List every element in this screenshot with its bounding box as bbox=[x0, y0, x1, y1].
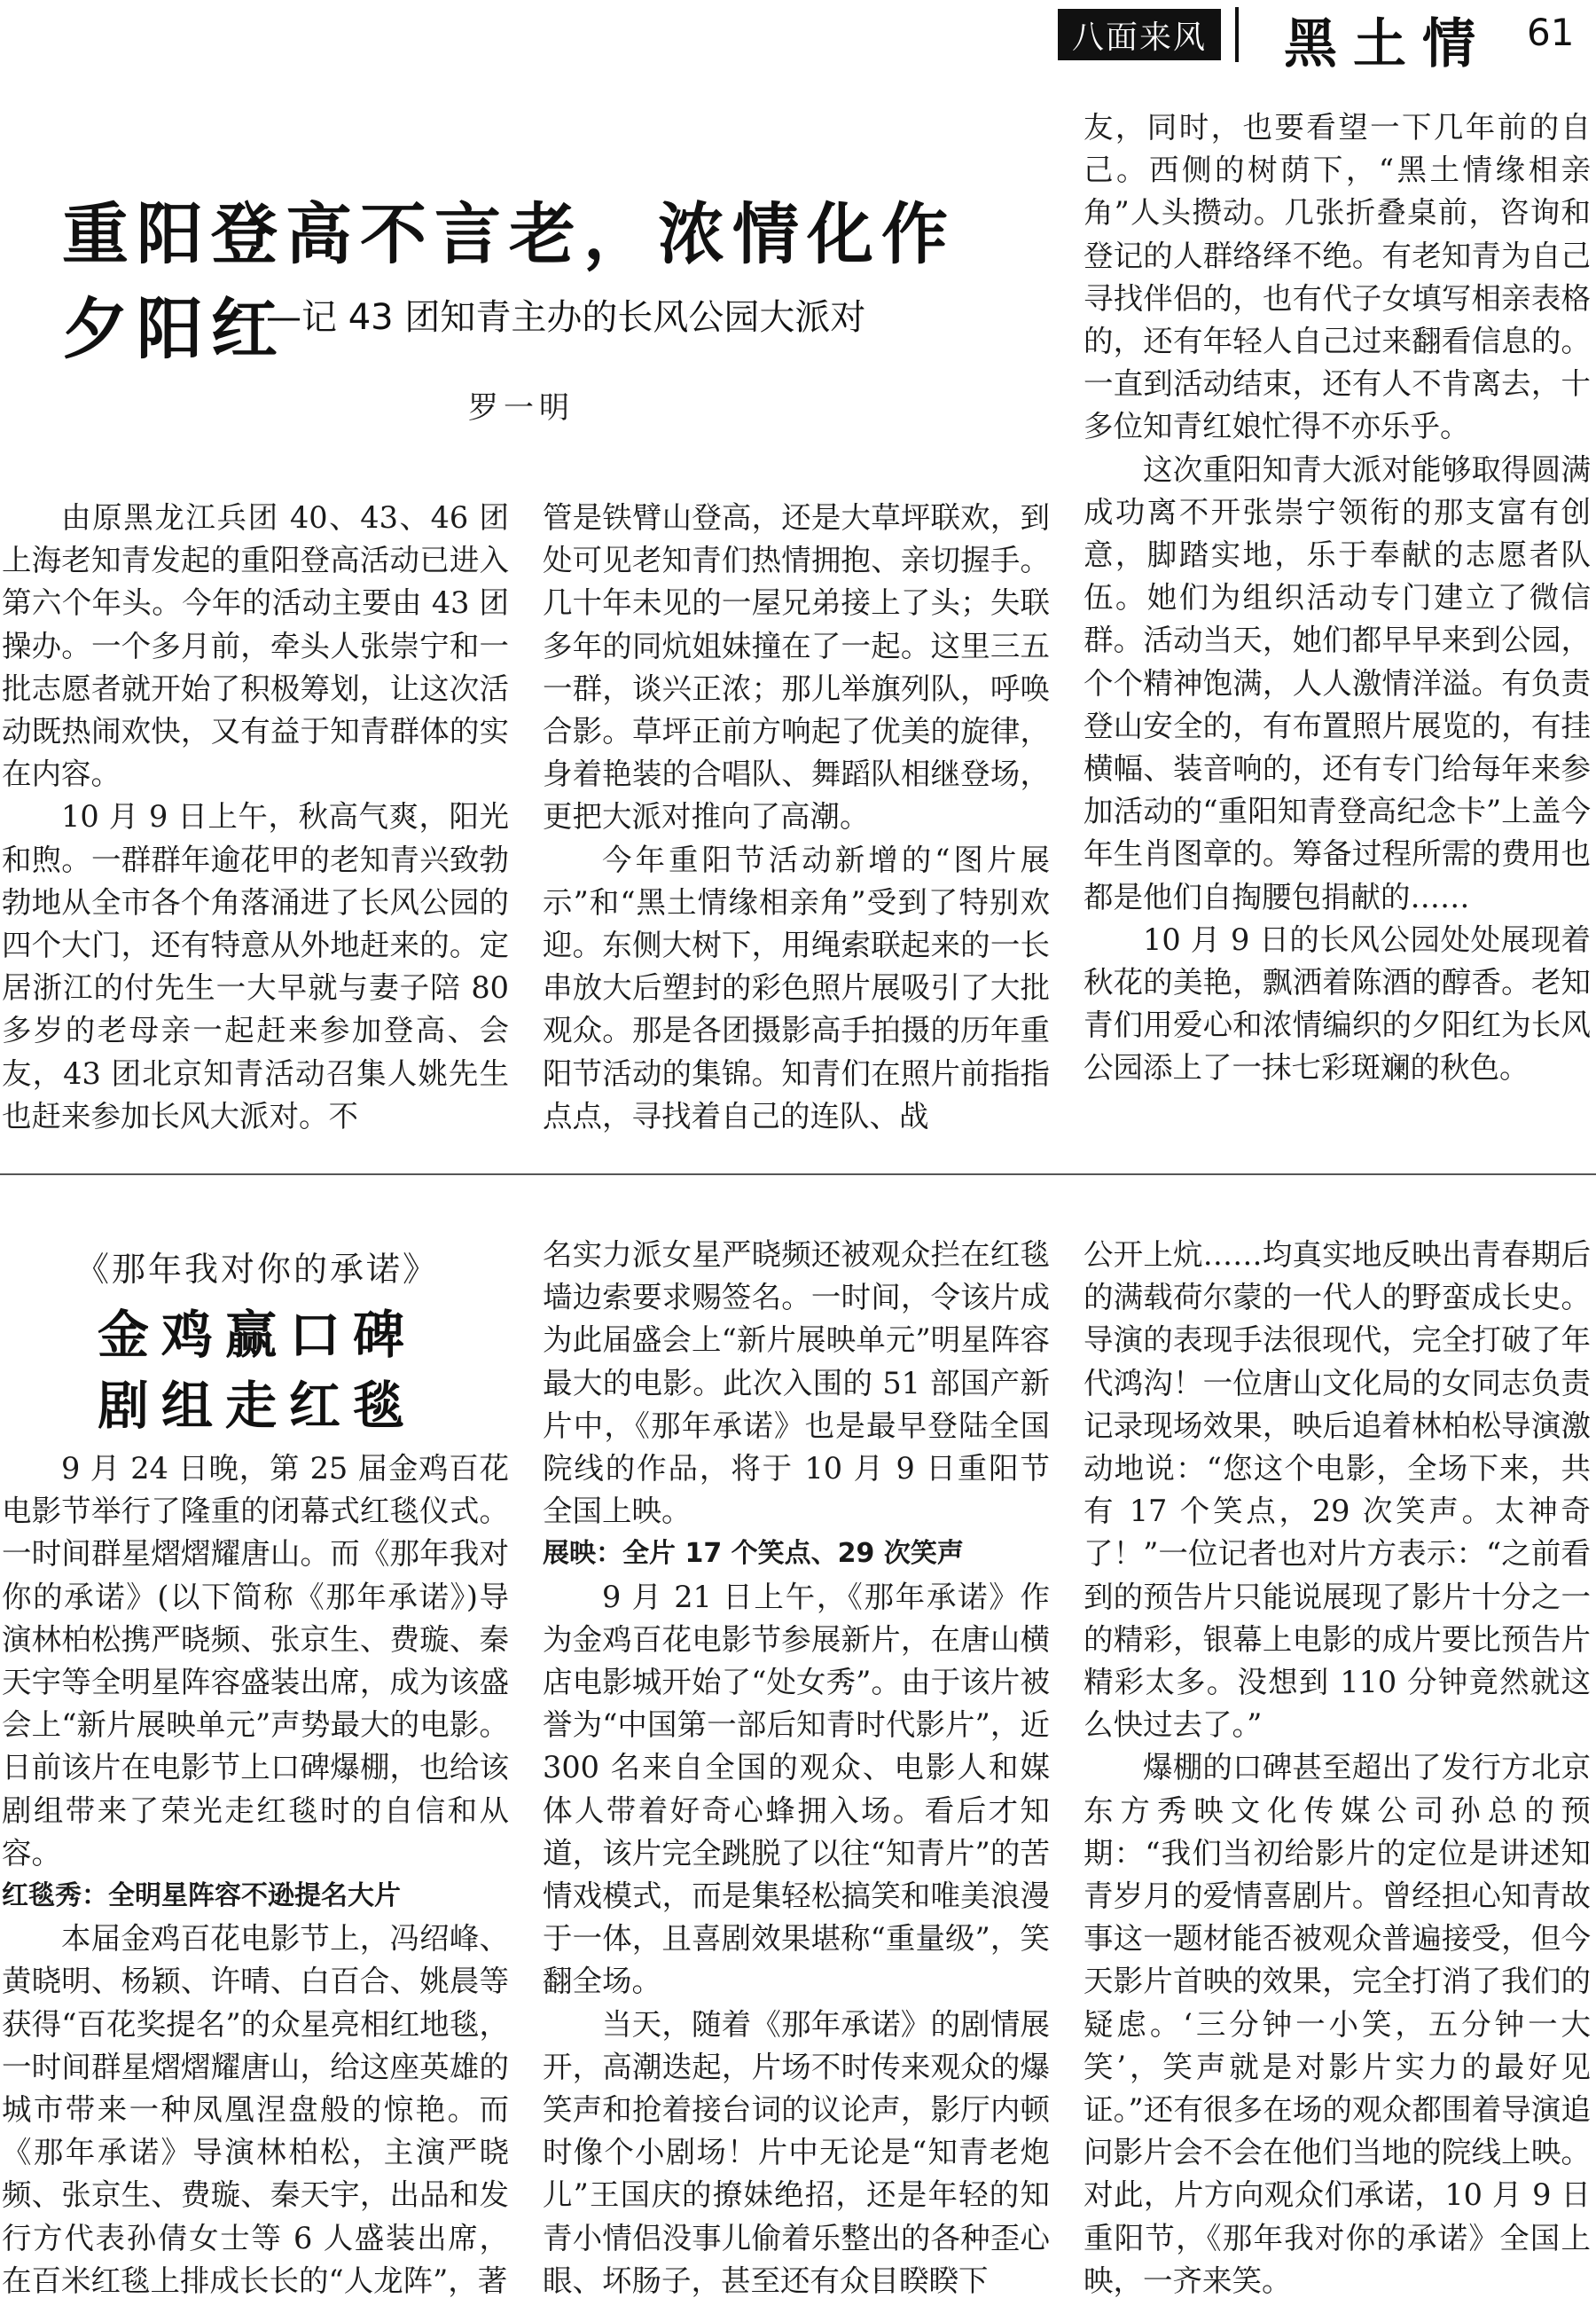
magazine-brand: 黑土情 bbox=[1284, 13, 1491, 75]
article2-series-title: 《那年我对你的承诺》 bbox=[74, 1250, 439, 1289]
paragraph: 由原黑龙江兵团 40、43、46 团上海老知青发起的重阳登高活动已进入第六个年头。今年的活动主要由 43 团操办。一个多月前，牵头人张崇宁和一批志愿者就开始了积极筹划，让这次活动既热闹欢快，又有益于知青群体的实在内容。 bbox=[2, 500, 509, 792]
paragraph: 9 月 21 日上午，《那年承诺》作为金鸡百花电影节参展新片，在唐山横店电影城开始了“处女秀”。由于该片被誉为“中国第一部后知青时代影片”，近 300 名来自全国的观众、电影人和媒体人带着好奇心蜂拥入场。看后才知道，该片完全跳脱了以往“知青片”的苦情戏模式，而是集轻松搞笑和唯美浪漫于一体，且喜剧效果堪称“重量级”，笑翻全场。 bbox=[543, 1579, 1050, 1999]
article1-column-3 bbox=[1084, 106, 1591, 1149]
paragraph: 本届金鸡百花电影节上，冯绍峰、黄晓明、杨颖、许晴、白百合、姚晨等获得“百花奖提名”的众星亮相红地毯，一时间群星熠熠耀唐山，给这座英雄的城市带来一种凤凰涅盘般的惊艳。而《那年承诺》导演林柏松，主演严晓频、张京生、费璇、秦天宇，出品和发行方代表孙倩女士等 6 人盛装出席，在百米红毯上排成长长的“人龙阵”，著 bbox=[2, 1921, 509, 2298]
paragraph: 9 月 24 日晚，第 25 届金鸡百花电影节举行了隆重的闭幕式红毯仪式。一时间群星熠熠耀唐山。而《那年我对你的承诺》(以下简称《那年承诺》)导演林柏松携严晓频、张京生、费璇、秦天宇等全明星阵容盛装出席，成为该盛会上“新片展映单元”声势最大的电影。日前该片在电影节上口碑爆棚，也给该剧组带来了荣光走红毯时的自信和从容。 bbox=[2, 1451, 509, 1871]
paragraph: 公开上炕……均真实地反映出青春期后的满载荷尔蒙的一代人的野蛮成长史。导演的表现手法很现代，完全打破了年代鸿沟！一位唐山文化局的女同志负责记录现场效果，映后追着林柏松导演激动地说：“您这个电影，全场下来，共有 17 个笑点，29 次笑声。太神奇了！”一位记者也对片方表示：“之前看到的预告片只能说展现了影片十分之一的精彩，银幕上电影的成片要比预告片精彩太多。没想到 110 分钟竟然就这么快过去了。” bbox=[1084, 1237, 1591, 1743]
paragraph: 10 月 9 日上午，秋高气爽，阳光和煦。一群群年逾花甲的老知青兴致勃勃地从全市各个角落涌进了长风公园的四个大门，还有特意从外地赶来的。定居浙江的付先生一大早就与妻子陪 80 多岁的老母亲一起赶来参加登高、会友，43 团北京知青活动召集人姚先生也赶来参加长风大派对。不 bbox=[2, 799, 509, 1133]
paragraph: 友，同时，也要看望一下几年前的自己。西侧的树荫下，“黑土情缘相亲角”人头攒动。几张折叠桌前，咨询和登记的人群络绎不绝。有老知青为自己寻找伴侣的，也有代子女填写相亲表格的，还有年轻人自己过来翻看信息的。一直到活动结束，还有人不肯离去，十多位知青红娘忙得不亦乐乎。 bbox=[1084, 110, 1591, 444]
subheading: 红毯秀：全明星阵容不逊提名大片 bbox=[2, 1880, 401, 1912]
article1-author: 罗一明 bbox=[468, 390, 575, 426]
section-tag: 八面来风 bbox=[1058, 9, 1221, 60]
article2-title-line-2: 剧组走红毯 bbox=[97, 1376, 417, 1436]
paragraph: 名实力派女星严晓频还被观众拦在红毯墙边索要求赐签名。一时间，令该片成为此届盛会上“新片展映单元”明星阵容最大的电影。此次入围的 51 部国产新片中，《那年承诺》也是最早登陆全国院线的作品，将于 10 月 9 日重阳节全国上映。 bbox=[543, 1237, 1050, 1529]
header-divider bbox=[1235, 7, 1239, 62]
paragraph: 当天，随着《那年承诺》的剧情展开，高潮迭起，片场不时传来观众的爆笑声和抢着接台词的议论声，影厅内顿时像个小剧场！片中无论是“知青老炮儿”王国庆的撩妹绝招，还是年轻的知青小情侣没事儿偷着乐整出的各种歪心眼、坏肠子，甚至还有众目睽睽下 bbox=[543, 2006, 1050, 2298]
article1-subtitle: ——记 43 团知青主办的长风公园大派对 bbox=[231, 297, 866, 338]
paragraph: 这次重阳知青大派对能够取得圆满成功离不开张崇宁领衔的那支富有创意，脚踏实地，乐于奉献的志愿者队伍。她们为组织活动专门建立了微信群。活动当天，她们都早早来到公园，个个精神饱满，人人激情洋溢。有负责登山安全的，有布置照片展览的，有挂横幅、装音响的，还有专门给每年来参加活动的“重阳知青登高纪念卡”上盖今年生肖图章的。筹备过程所需的费用也都是他们自掏腰包捐献的…… bbox=[1084, 451, 1591, 914]
subheading: 展映：全片 17 个笑点、29 次笑声 bbox=[543, 1538, 964, 1570]
article1-column-2 bbox=[543, 497, 1050, 1144]
article1-column-1 bbox=[2, 497, 509, 1144]
article1-title: 重阳登高不言老，浓情化作夕阳红 bbox=[62, 195, 957, 368]
article2-column-1 bbox=[2, 1447, 509, 2304]
article2-column-2 bbox=[543, 1234, 1050, 2304]
paragraph: 10 月 9 日的长风公园处处展现着秋花的美艳，飘洒着陈酒的醇香。老知青们用爱心和浓情编织的夕阳红为长风公园添上了一抹七彩斑斓的秋色。 bbox=[1084, 922, 1591, 1086]
article2-title-line-1: 金鸡赢口碑 bbox=[97, 1305, 417, 1365]
section-divider bbox=[0, 1173, 1596, 1175]
paragraph: 今年重阳节活动新增的“图片展示”和“黑土情缘相亲角”受到了特别欢迎。东侧大树下，用绳索联起来的一长串放大后塑封的彩色照片展吸引了大批观众。那是各团摄影高手拍摄的历年重阳节活动的集锦。知青们在照片前指指点点，寻找着自己的连队、战 bbox=[543, 842, 1050, 1133]
page-number: 61 bbox=[1527, 11, 1575, 54]
article2-column-3 bbox=[1084, 1234, 1591, 2304]
paragraph: 爆棚的口碑甚至超出了发行方北京东方秀映文化传媒公司孙总的预期：“我们当初给影片的定位是讲述知青岁月的爱情喜剧片。曾经担心知青故事这一题材能否被观众普遍接受，但今天影片首映的效果，完全打消了我们的疑虑。‘三分钟一小笑，五分钟一大笑’，笑声就是对影片实力的最好见证。”还有很多在场的观众都围着导演追问影片会不会在他们当地的院线上映。对此，片方向观众们承诺，10 月 9 日重阳节，《那年我对你的承诺》全国上映，一齐来笑。 bbox=[1084, 1750, 1591, 2298]
paragraph: 管是铁臂山登高，还是大草坪联欢，到处可见老知青们热情拥抱、亲切握手。几十年未见的一屋兄弟接上了头；失联多年的同炕姐妹撞在了一起。这里三五一群，谈兴正浓；那儿举旗列队，呼唤合影。草坪正前方响起了优美的旋律，身着艳装的合唱队、舞蹈队相继登场，更把大派对推向了高潮。 bbox=[543, 500, 1050, 835]
